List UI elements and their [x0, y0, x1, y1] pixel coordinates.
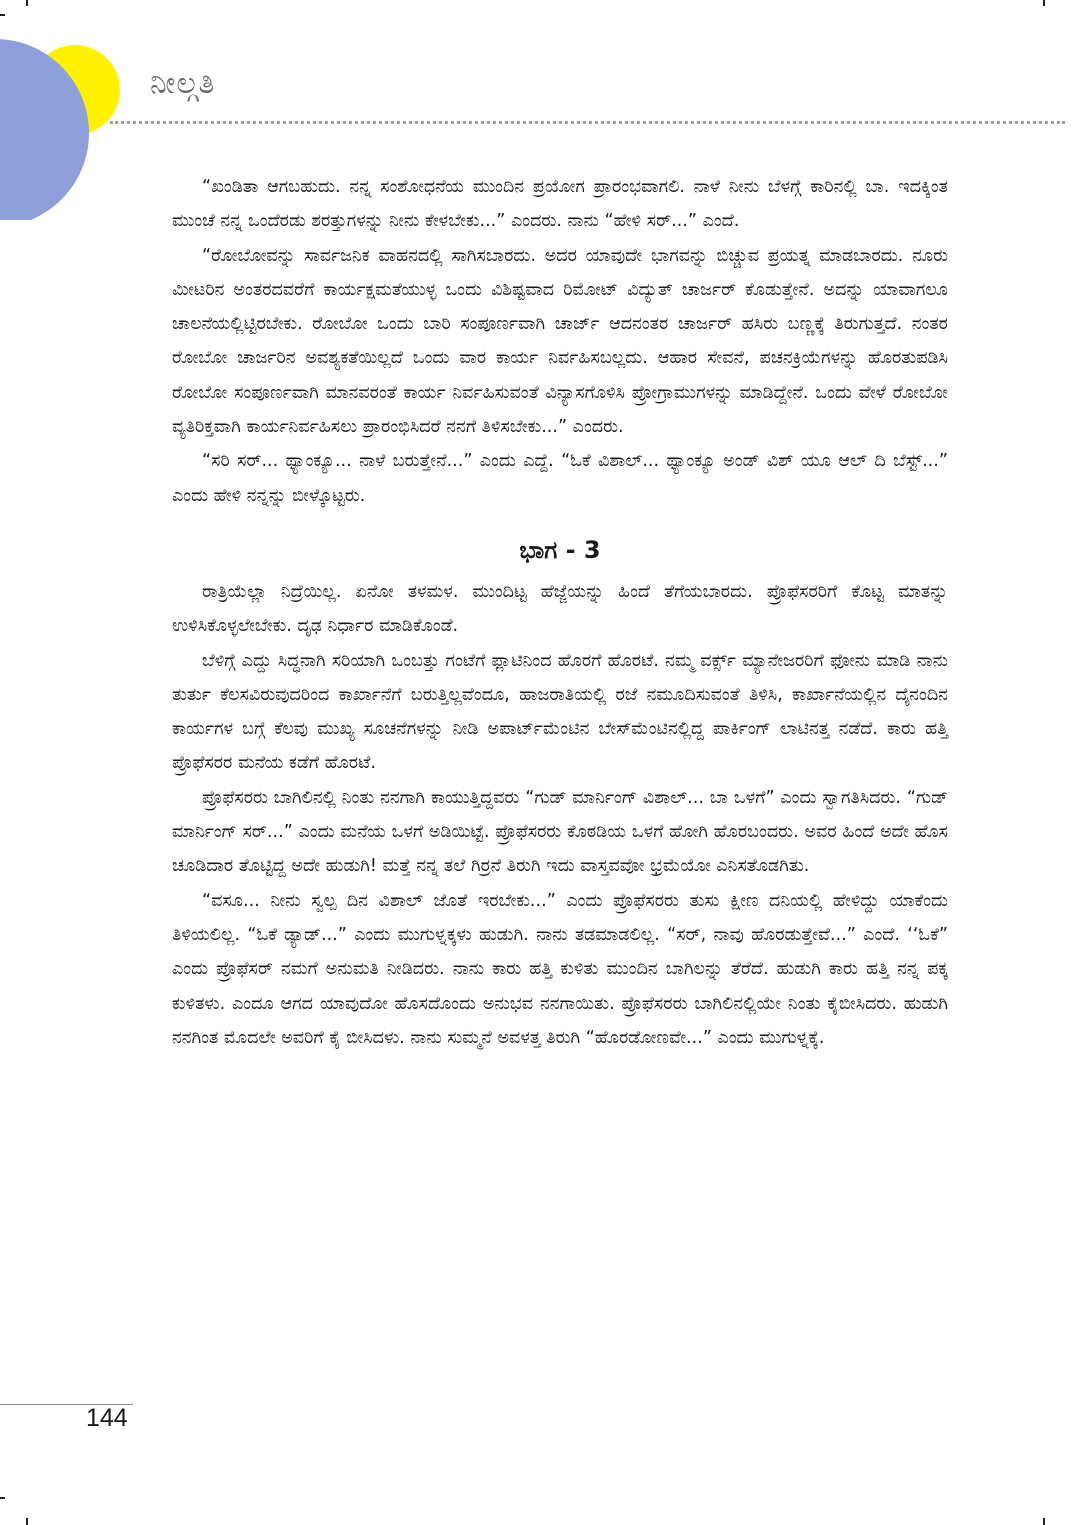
- crop-mark-bottom-tick-right: [1043, 1518, 1045, 1525]
- crop-mark-bottom-left: [0, 1497, 5, 1499]
- paragraph: ರಾತ್ರಿಯೆಲ್ಲಾ ನಿದ್ರೆಯಿಲ್ಲ. ಏನೋ ತಳಮಳ. ಮುಂದಿಟ್ಟ ಹೆಜ್ಜೆಯನ್ನು ಹಿಂದೆ ತೆಗೆಯಬಾರದು. ಪ್ರೊಫೆಸರರಿಗೆ ಕೊಟ್ಟ ಮಾತನ್ನು ಉಳಿಸಿಕೊಳ್ಳಲೇಬೇಕು. ದೃಢ ನಿರ್ಧಾರ ಮಾಡಿಕೊಂಡೆ.: [172, 581, 948, 637]
- crop-mark-top-tick-right: [1043, 0, 1045, 6]
- section-heading: ಭಾಗ - 3: [519, 535, 601, 564]
- running-header-title: ನೀಲ್ಗತಿ: [150, 66, 216, 101]
- header-dotted-rule: [110, 121, 1065, 124]
- paragraph: ಬೆಳಿಗ್ಗೆ ಎದ್ದು ಸಿದ್ಧನಾಗಿ ಸರಿಯಾಗಿ ಒಂಬತ್ತು ಗಂಟೆಗೆ ಫ್ಲಾಟಿನಿಂದ ಹೊರಗೆ ಹೊರಟೆ. ನಮ್ಮ ವರ್ಕ್ಸ್ ಮ್ಯಾನೇಜರರಿಗೆ ಫೋನು ಮಾಡಿ ನಾನು ತುರ್ತು ಕೆಲಸವಿರುವುದರಿಂದ ಕಾರ್ಖಾನೆಗೆ ಬರುತ್ತಿಲ್ಲವೆಂದೂ, ಹಾಜರಾತಿಯಲ್ಲಿ ರಜೆ ನಮೂದಿಸುವಂತೆ ತಿಳಿಸಿ, ಕಾರ್ಖಾನೆಯಲ್ಲಿನ ದೈನಂದಿನ ಕಾರ್ಯಗಳ ಬಗ್ಗೆ ಕೆಲವು ಮುಖ್ಯ ಸೂಚನೆಗಳನ್ನು ನೀಡಿ ಅಪಾರ್ಟ್‌ಮೆಂಟಿನ ಬೇಸ್‌ಮೆಂಟಿನಲ್ಲಿದ್ದ ಪಾರ್ಕಿಂಗ್ ಲಾಟಿನತ್ತ ನಡೆದೆ. ಕಾರು ಹತ್ತಿ ಪ್ರೊಫೆಸರರ ಮನೆಯ ಕಡೆಗೆ ಹೊರಟೆ.: [172, 650, 948, 774]
- paragraph: “ಖಂಡಿತಾ ಆಗಬಹುದು. ನನ್ನ ಸಂಶೋಧನೆಯ ಮುಂದಿನ ಪ್ರಯೋಗ ಪ್ರಾರಂಭವಾಗಲಿ. ನಾಳೆ ನೀನು ಬೆಳಗ್ಗೆ ಕಾರಿನಲ್ಲಿ ಬಾ. ಇದಕ್ಕಿಂತ ಮುಂಚೆ ನನ್ನ ಒಂದೆರಡು ಶರತ್ತುಗಳನ್ನು ನೀನು ಕೇಳಬೇಕು...” ಎಂದರು. ನಾನು “ಹೇಳಿ ಸರ್...” ಎಂದೆ.: [172, 177, 948, 232]
- page-body: [172, 170, 948, 1055]
- paragraph: “ರೋಬೋವನ್ನು ಸಾರ್ವಜನಿಕ ವಾಹನದಲ್ಲಿ ಸಾಗಿಸಬಾರದು. ಅದರ ಯಾವುದೇ ಭಾಗವನ್ನು ಬಿಚ್ಚುವ ಪ್ರಯತ್ನ ಮಾಡಬಾರದು. ನೂರು ಮೀಟರಿನ ಅಂತರದವರೆಗೆ ಕಾರ್ಯಕ್ಷಮತೆಯುಳ್ಳ ಒಂದು ವಿಶಿಷ್ಟವಾದ ರಿಮೋಟ್ ವಿದ್ಯುತ್ ಚಾರ್ಜರ್ ಕೊಡುತ್ತೇನೆ. ಅದನ್ನು ಯಾವಾಗಲೂ ಚಾಲನೆಯಲ್ಲಿಟ್ಟಿರಬೇಕು. ರೋಬೋ ಒಂದು ಬಾರಿ ಸಂಪೂರ್ಣವಾಗಿ ಚಾರ್ಜ್ ಆದನಂತರ ಚಾರ್ಜರ್ ಹಸಿರು ಬಣ್ಣಕ್ಕೆ ತಿರುಗುತ್ತದೆ. ನಂತರ ರೋಬೋ ಚಾರ್ಜರಿನ ಅವಶ್ಯಕತೆಯಿಲ್ಲದೆ ಒಂದು ವಾರ ಕಾರ್ಯ ನಿರ್ವಹಿಸಬಲ್ಲದು. ಆಹಾರ ಸೇವನೆ, ಪಚನಕ್ರಿಯೆಗಳನ್ನು ಹೊರತುಪಡಿಸಿ ರೋಬೋ ಸಂಪೂರ್ಣವಾಗಿ ಮಾನವರಂತೆ ಕಾರ್ಯ ನಿರ್ವಹಿಸುವಂತೆ ವಿನ್ಯಾಸಗೊಳಿಸಿ ಪ್ರೋಗ್ರಾಮುಗಳನ್ನು ಮಾಡಿದ್ದೇನೆ. ಒಂದು ವೇಳೆ ರೋಬೋ ವ್ಯತಿರಿಕ್ತವಾಗಿ ಕಾರ್ಯನಿರ್ವಹಿಸಲು ಪ್ರಾರಂಭಿಸಿದರೆ ನನಗೆ ತಿಳಿಸಬೇಕು...” ಎಂದರು.: [172, 245, 948, 438]
- paragraph: “ವಸೂ... ನೀನು ಸ್ವಲ್ಪ ದಿನ ವಿಶಾಲ್ ಜೊತೆ ಇರಬೇಕು...” ಎಂದು ಪ್ರೊಫೆಸರರು ತುಸು ಕ್ಷೀಣ ದನಿಯಲ್ಲಿ ಹೇಳಿದ್ದು ಯಾಕೆಂದು ತಿಳಿಯಲಿಲ್ಲ. “ಓಕೆ ಡ್ಯಾಡ್...” ಎಂದು ಮುಗುಳ್ನಕ್ಕಳು ಹುಡುಗಿ. ನಾನು ತಡಮಾಡಲಿಲ್ಲ. “ಸರ್, ನಾವು ಹೊರಡುತ್ತೇವೆ...” ಎಂದೆ. ‘‘ಓಕೆ” ಎಂದು ಪ್ರೊಫೆಸರ್ ನಮಗೆ ಅನುಮತಿ ನೀಡಿದರು. ನಾನು ಕಾರು ಹತ್ತಿ ಕುಳಿತು ಮುಂದಿನ ಬಾಗಿಲನ್ನು ತೆರೆದೆ. ಹುಡುಗಿ ಕಾರು ಹತ್ತಿ ನನ್ನ ಪಕ್ಕ ಕುಳಿತಳು. ಎಂದೂ ಆಗದ ಯಾವುದೋ ಹೊಸದೊಂದು ಅನುಭವ ನನಗಾಯಿತು. ಪ್ರೊಫೆಸರರು ಬಾಗಿಲಿನಲ್ಲಿಯೇ ನಿಂತು ಕೈಬೀಸಿದರು. ಹುಡುಗಿ ನನಗಿಂತ ಮೊದಲೇ ಅವರಿಗೆ ಕೈ ಬೀಸಿದಳು. ನಾನು ಸುಮ್ಮನೆ ಅವಳತ್ತ ತಿರುಗಿ “ಹೊರಡೋಣವೇ...” ಎಂದು ಮುಗುಳ್ನಕ್ಕೆ.: [172, 890, 948, 1048]
- paragraph: “ಸರಿ ಸರ್... ಥ್ಯಾಂಕ್ಯೂ... ನಾಳೆ ಬರುತ್ತೇನೆ...” ಎಂದು ಎದ್ದೆ. “ಓಕೆ ವಿಶಾಲ್... ಥ್ಯಾಂಕ್ಯೂ ಅಂಡ್ ವಿಶ್ ಯೂ ಆಲ್ ದಿ ಬೆಸ್ಟ್...” ಎಂದು ಹೇಳಿ ನನ್ನನ್ನು ಬೀಳ್ಕೊಟ್ಟರು.: [172, 451, 948, 506]
- page-number: 144: [86, 1404, 128, 1432]
- crop-mark-bottom-tick-left: [26, 1518, 28, 1525]
- paragraph: ಪ್ರೊಫೆಸರರು ಬಾಗಿಲಿನಲ್ಲಿ ನಿಂತು ನನಗಾಗಿ ಕಾಯುತ್ತಿದ್ದವರು “ಗುಡ್ ಮಾರ್ನಿಂಗ್ ವಿಶಾಲ್... ಬಾ ಒಳಗೆ” ಎಂದು ಸ್ವಾಗತಿಸಿದರು. “ಗುಡ್ ಮಾರ್ನಿಂಗ್ ಸರ್...” ಎಂದು ಮನೆಯ ಒಳಗೆ ಅಡಿಯಿಟ್ಟೆ. ಪ್ರೊಫೆಸರರು ಕೊಠಡಿಯ ಒಳಗೆ ಹೋಗಿ ಹೊರಬಂದರು. ಅವರ ಹಿಂದೆ ಅದೇ ಹೊಸ ಚೂಡಿದಾರ ತೊಟ್ಟಿದ್ದ ಅದೇ ಹುಡುಗಿ! ಮತ್ತೆ ನನ್ನ ತಲೆ ಗಿರ್ರನೆ ತಿರುಗಿ ಇದು ವಾಸ್ತವವೋ ಭ್ರಮೆಯೋ ಎನಿಸತೊಡಗಿತು.: [172, 787, 948, 877]
- header-decoration: [0, 0, 140, 220]
